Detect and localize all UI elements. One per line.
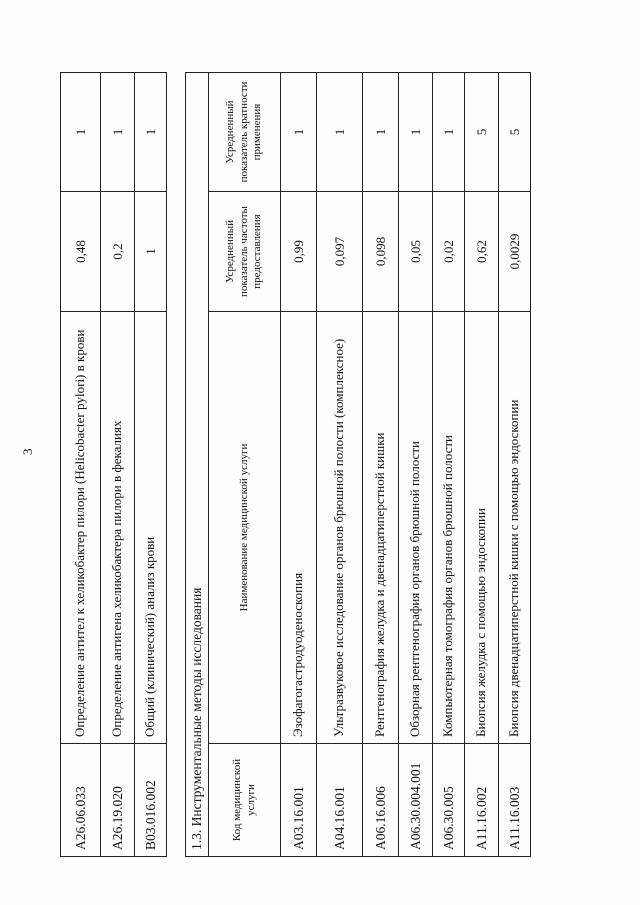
column-header-frequency: Усредненный показатель частоты предоставления bbox=[209, 192, 281, 312]
frequency-value: 0,097 bbox=[317, 192, 363, 312]
frequency-value: 0,0029 bbox=[499, 192, 531, 312]
service-name: Определение антител к хеликобактер пилори (Helicobacter pylori) в крови bbox=[61, 312, 101, 744]
multiplicity-value: 5 bbox=[499, 72, 531, 191]
service-code: A04.16.001 bbox=[317, 744, 363, 857]
service-code: A11.16.003 bbox=[499, 744, 531, 857]
table-row bbox=[465, 72, 499, 856]
service-name: Ультразвуковое исследование органов брюшной полости (комплексное) bbox=[317, 312, 363, 744]
service-name: Обзорная рентгенография органов брюшной полости bbox=[399, 312, 433, 744]
multiplicity-value: 1 bbox=[433, 72, 465, 191]
frequency-value: 0,02 bbox=[433, 192, 465, 312]
column-header-code: Код медицинской услуги bbox=[209, 744, 281, 857]
services-table-continued bbox=[60, 72, 167, 857]
multiplicity-value: 1 bbox=[399, 72, 433, 191]
frequency-value: 0,2 bbox=[101, 192, 135, 312]
multiplicity-value: 1 bbox=[317, 72, 363, 191]
service-code: A11.16.002 bbox=[465, 744, 499, 857]
table-row bbox=[61, 73, 101, 857]
page-number: 3 bbox=[20, 448, 35, 455]
section-title: 1.3. Инструментальные методы исследования bbox=[186, 72, 209, 856]
service-code: A06.16.006 bbox=[363, 744, 399, 857]
service-name: Рентгенография желудка и двенадцатиперстной кишки bbox=[363, 312, 399, 744]
multiplicity-value: 5 bbox=[465, 72, 499, 191]
service-name: Определение антигена хеликобактера пилори в фекалиях bbox=[101, 312, 135, 744]
column-header-multiplicity: Усредненный показатель кратности применения bbox=[209, 72, 281, 191]
table-row bbox=[499, 72, 531, 856]
multiplicity-value: 1 bbox=[363, 72, 399, 191]
frequency-value: 0,48 bbox=[61, 192, 101, 312]
column-header-name: Наименование медицинской услуги bbox=[209, 312, 281, 744]
table-row bbox=[433, 72, 465, 856]
header-row bbox=[209, 72, 281, 856]
table-row bbox=[399, 72, 433, 856]
service-code: A26.06.033 bbox=[61, 744, 101, 857]
table-row bbox=[101, 73, 135, 857]
multiplicity-value: 1 bbox=[281, 72, 317, 191]
service-name: Эзофагогастродуоденоскопия bbox=[281, 312, 317, 744]
multiplicity-value: 1 bbox=[135, 73, 167, 192]
table-row bbox=[135, 73, 167, 857]
section-row bbox=[186, 72, 209, 856]
service-code: A03.16.001 bbox=[281, 744, 317, 857]
service-code: A06.30.004.001 bbox=[399, 744, 433, 857]
service-code: A06.30.005 bbox=[433, 744, 465, 857]
table-row bbox=[363, 72, 399, 856]
service-code: B03.016.002 bbox=[135, 744, 167, 857]
service-name: Общий (клинический) анализ крови bbox=[135, 312, 167, 744]
service-name: Биопсия желудка с помощью эндоскопии bbox=[465, 312, 499, 744]
instrumental-methods-table bbox=[185, 72, 531, 857]
table-row bbox=[281, 72, 317, 856]
service-name: Биопсия двенадцатиперстной кишки с помощью эндоскопии bbox=[499, 312, 531, 744]
frequency-value: 0,098 bbox=[363, 192, 399, 312]
frequency-value: 1 bbox=[135, 192, 167, 312]
frequency-value: 0,05 bbox=[399, 192, 433, 312]
multiplicity-value: 1 bbox=[61, 73, 101, 192]
service-name: Компьютерная томография органов брюшной полости bbox=[433, 312, 465, 744]
table-row bbox=[317, 72, 363, 856]
frequency-value: 0,99 bbox=[281, 192, 317, 312]
multiplicity-value: 1 bbox=[101, 73, 135, 192]
service-code: A26.19.020 bbox=[101, 744, 135, 857]
frequency-value: 0,62 bbox=[465, 192, 499, 312]
